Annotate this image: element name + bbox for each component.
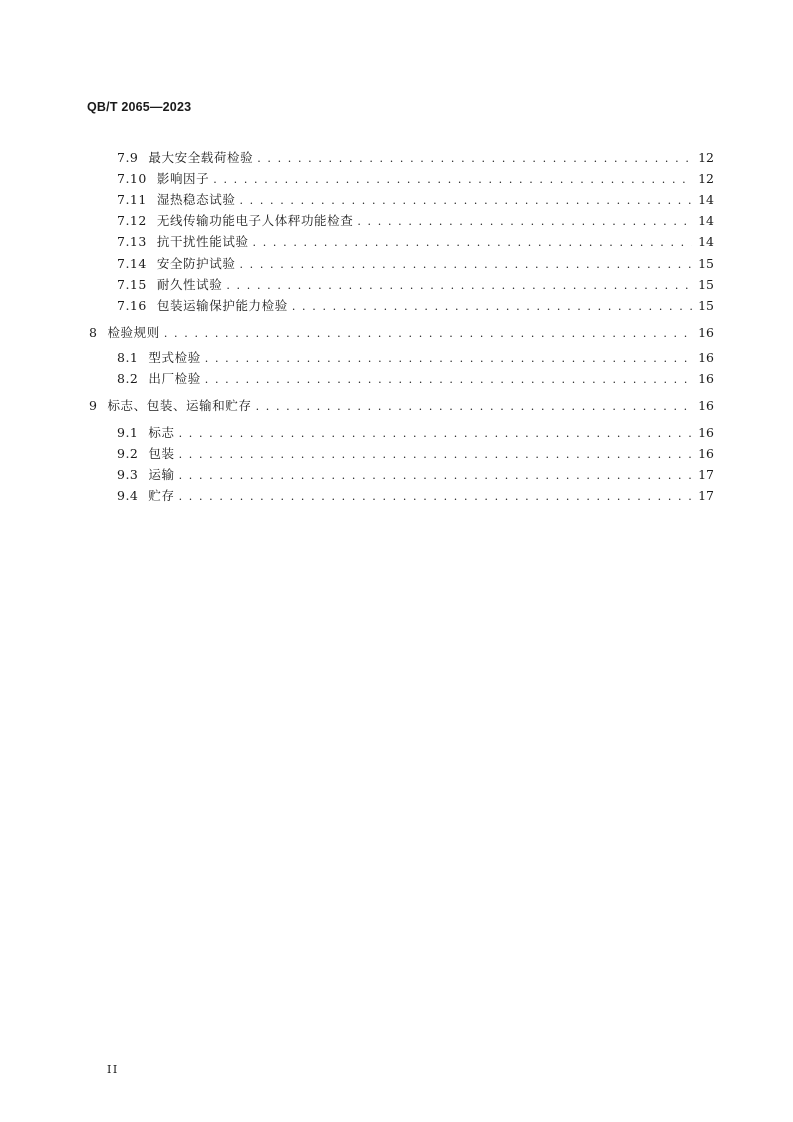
toc-entry-title: 包装 bbox=[148, 446, 175, 461]
standard-code: QB/T 2065—2023 bbox=[87, 100, 192, 114]
page-number: II bbox=[107, 1063, 119, 1076]
dot-leader bbox=[253, 234, 692, 252]
toc-entry-title: 标志 bbox=[148, 425, 175, 440]
toc-entry-7-10[interactable] bbox=[117, 170, 714, 188]
toc-entry-number: 7.14 bbox=[117, 256, 147, 271]
dot-leader bbox=[239, 192, 692, 210]
toc-entry-9-2[interactable] bbox=[117, 445, 714, 463]
toc-entry-number: 9.3 bbox=[117, 467, 139, 482]
toc-entry-number: 7.16 bbox=[117, 298, 147, 313]
toc-entry-7-11[interactable] bbox=[117, 191, 714, 209]
toc-entry-page: 16 bbox=[698, 446, 714, 461]
toc-entry-title: 检验规则 bbox=[107, 325, 160, 340]
toc-entry-7-9[interactable] bbox=[117, 149, 714, 167]
toc-entry-page: 12 bbox=[698, 171, 714, 186]
toc-entry-page: 12 bbox=[698, 150, 714, 165]
toc-entry-number: 9.2 bbox=[117, 446, 139, 461]
toc-entry-9[interactable] bbox=[89, 397, 714, 415]
dot-leader bbox=[257, 150, 692, 168]
dot-leader bbox=[205, 371, 692, 389]
toc-entry-number: 7.11 bbox=[117, 192, 147, 207]
toc-entry-page: 14 bbox=[698, 192, 714, 207]
toc-entry-page: 17 bbox=[698, 488, 714, 503]
toc-entry-7-15[interactable] bbox=[117, 276, 714, 294]
toc-entry-title: 无线传输功能电子人体秤功能检查 bbox=[156, 213, 354, 228]
toc-entry-7-16[interactable] bbox=[117, 297, 714, 315]
toc-entry-page: 14 bbox=[698, 234, 714, 249]
dot-leader bbox=[179, 425, 692, 443]
toc-entry-number: 8.1 bbox=[117, 350, 139, 365]
toc-entry-title: 湿热稳态试验 bbox=[156, 192, 236, 207]
toc-entry-page: 16 bbox=[698, 325, 714, 340]
toc-entry-number: 7.12 bbox=[117, 213, 147, 228]
toc-entry-9-3[interactable] bbox=[117, 466, 714, 484]
dot-leader bbox=[164, 325, 692, 343]
toc-entry-7-14[interactable] bbox=[117, 255, 714, 273]
dot-leader bbox=[205, 350, 692, 368]
dot-leader bbox=[179, 488, 692, 506]
toc-entry-title: 抗干扰性能试验 bbox=[156, 234, 249, 249]
dot-leader bbox=[292, 298, 692, 316]
toc-entry-8-1[interactable] bbox=[117, 349, 714, 367]
toc-entry-title: 型式检验 bbox=[148, 350, 201, 365]
dot-leader bbox=[226, 277, 692, 295]
dot-leader bbox=[179, 467, 692, 485]
toc-entry-page: 16 bbox=[698, 371, 714, 386]
toc-entry-page: 16 bbox=[698, 350, 714, 365]
dot-leader bbox=[357, 213, 692, 231]
toc-entry-8-2[interactable] bbox=[117, 370, 714, 388]
toc-entry-8[interactable] bbox=[89, 324, 714, 342]
toc-entry-title: 贮存 bbox=[148, 488, 175, 503]
toc-entry-number: 9.1 bbox=[117, 425, 139, 440]
toc-entry-7-13[interactable] bbox=[117, 233, 714, 251]
toc-entry-number: 9.4 bbox=[117, 488, 139, 503]
toc-entry-number: 8.2 bbox=[117, 371, 139, 386]
toc-entry-9-4[interactable] bbox=[117, 487, 714, 505]
toc-entry-title: 包装运输保护能力检验 bbox=[156, 298, 288, 313]
toc-entry-number: 7.10 bbox=[117, 171, 147, 186]
toc-entry-number: 7.9 bbox=[117, 150, 139, 165]
toc-entry-title: 影响因子 bbox=[156, 171, 210, 186]
toc-entry-page: 16 bbox=[698, 425, 714, 440]
toc-entry-page: 15 bbox=[698, 298, 714, 313]
dot-leader bbox=[179, 446, 692, 464]
toc-entry-number: 9 bbox=[89, 398, 98, 413]
toc-entry-page: 15 bbox=[698, 277, 714, 292]
toc-entry-page: 17 bbox=[698, 467, 714, 482]
toc-entry-title: 运输 bbox=[148, 467, 175, 482]
dot-leader bbox=[213, 171, 692, 189]
toc-entry-title: 最大安全载荷检验 bbox=[148, 150, 254, 165]
toc-entry-page: 14 bbox=[698, 213, 714, 228]
toc-entry-number: 7.15 bbox=[117, 277, 147, 292]
toc-entry-7-12[interactable] bbox=[117, 212, 714, 230]
toc-entry-number: 7.13 bbox=[117, 234, 147, 249]
toc-entry-number: 8 bbox=[89, 325, 98, 340]
dot-leader bbox=[239, 256, 692, 274]
dot-leader bbox=[256, 398, 692, 416]
toc-entry-9-1[interactable] bbox=[117, 424, 714, 442]
toc-entry-page: 16 bbox=[698, 398, 714, 413]
toc-entry-title: 安全防护试验 bbox=[156, 256, 236, 271]
toc-entry-title: 出厂检验 bbox=[148, 371, 201, 386]
toc-entry-title: 耐久性试验 bbox=[156, 277, 223, 292]
toc-entry-page: 15 bbox=[698, 256, 714, 271]
toc-entry-title: 标志、包装、运输和贮存 bbox=[107, 398, 252, 413]
